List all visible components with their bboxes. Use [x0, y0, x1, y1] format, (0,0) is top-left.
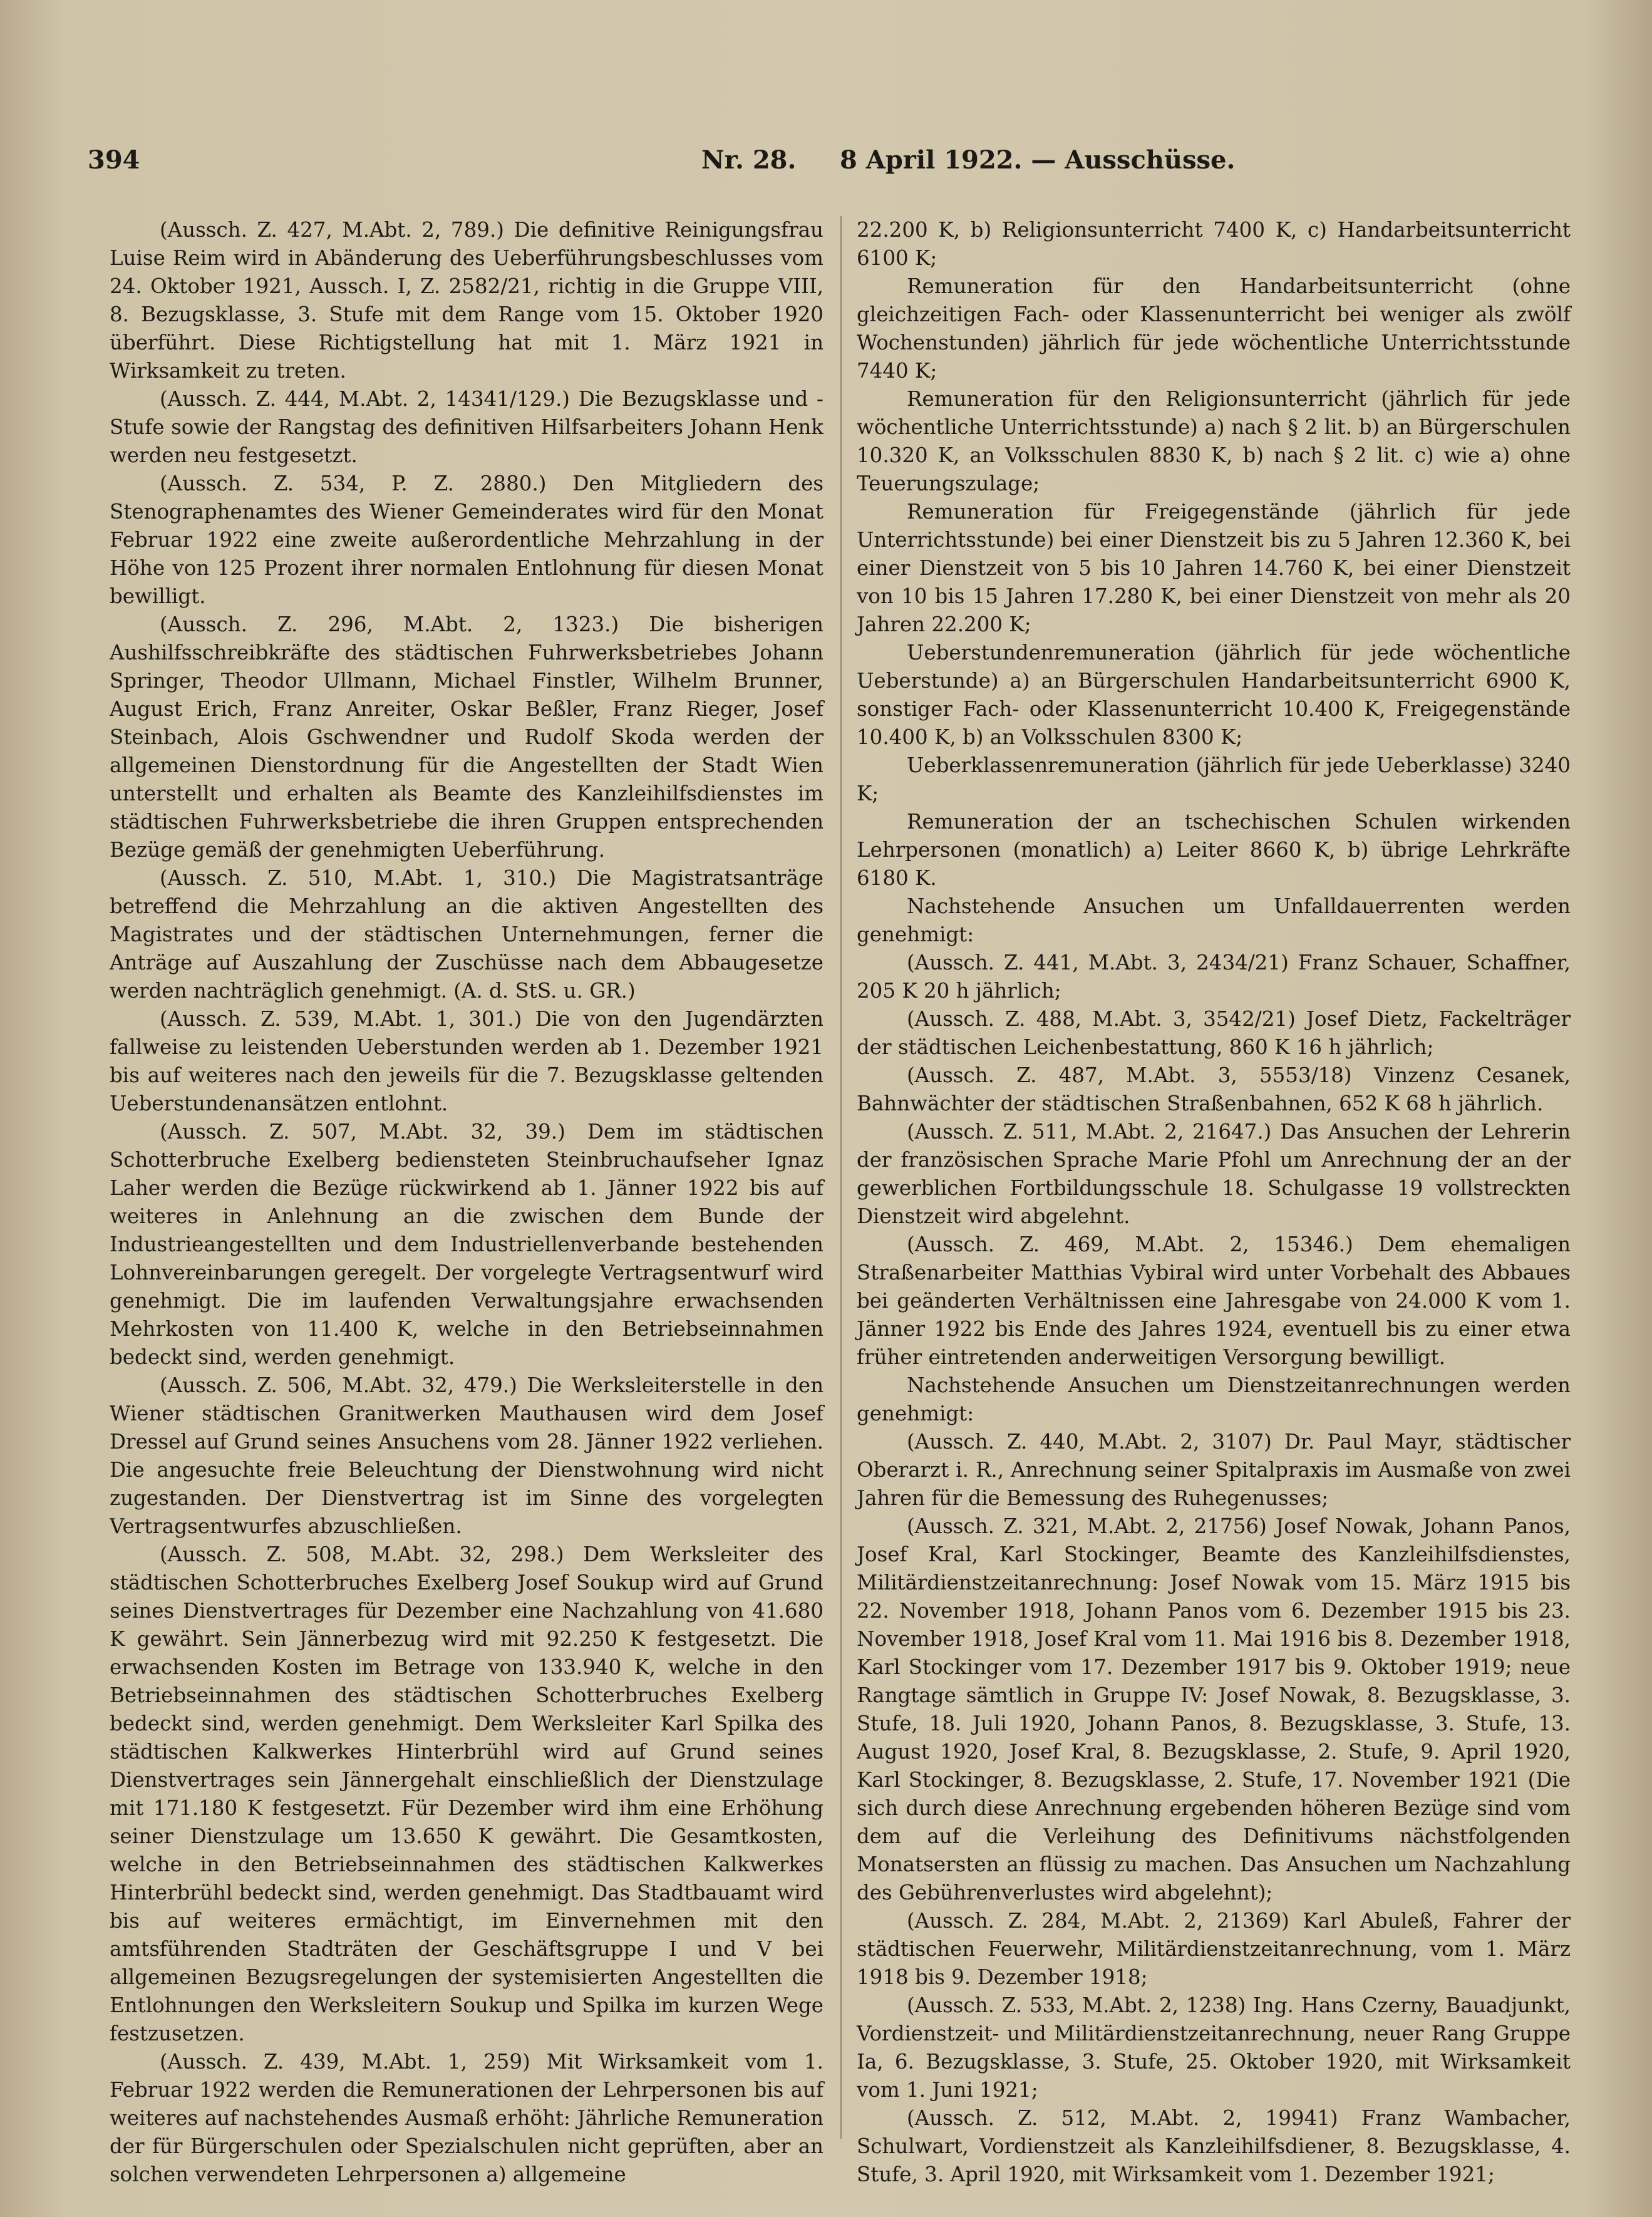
- page-number: 394: [88, 145, 140, 175]
- column-rule: [840, 216, 842, 2139]
- running-title: Nr. 28. 8 April 1922. — Ausschüsse.: [701, 145, 1236, 175]
- paragraph: (Aussch. Z. 440, M.Abt. 2, 3107) Dr. Paul Mayr, städtischer Oberarzt i. R., Anrechnung seiner Spitalpraxis im Ausmaße von zwei Jahren für die Bemessung des Ruhegenusses;: [857, 1430, 1571, 1510]
- paragraph: (Aussch. Z. 487, M.Abt. 3, 5553/18) Vinzenz Cesanek, Bahnwächter der städtischen Straßenbahnen, 652 K 68 h jährlich.: [857, 1063, 1571, 1115]
- paragraph: Remuneration für den Religionsunterricht (jährlich für jede wöchentliche Unterrichtsstunde) a) nach § 2 lit. b) an Bürgerschulen 10.320 K, an Volksschulen 8830 K, b) nach § 2 lit. c) wie a) ohne Teuerungszulage;: [857, 387, 1571, 495]
- paragraph: (Aussch. Z. 506, M.Abt. 32, 479.) Die Werksleiterstelle in den Wiener städtischen Granitwerken Mauthausen wird dem Josef Dressel auf Grund seines Ansuchens vom 28. Jänner 1922 verliehen. Die angesuchte freie Beleuchtung der Dienstwohnung wird nicht zugestanden. Der Dienstvertrag ist im Sinne des vorgelegten Vertragsentwurfes abzuschließen.: [110, 1373, 823, 1538]
- paragraph: Nachstehende Ansuchen um Dienstzeitanrechnungen werden genehmigt:: [857, 1373, 1571, 1425]
- paragraph: (Aussch. Z. 512, M.Abt. 2, 19941) Franz Wambacher, Schulwart, Vordienstzeit als Kanzleihilfsdiener, 8. Bezugsklasse, 4. Stufe, 3. April 1920, mit Wirksamkeit vom 1. Dezember 1921;: [857, 2106, 1571, 2186]
- paragraph: (Aussch. Z. 321, M.Abt. 2, 21756) Josef Nowak, Johann Panos, Josef Kral, Karl Stockinger, Beamte des Kanzleihilfsdienstes, Militärdienstzeitanrechnung: Josef Nowak vom 15. März 1915 bis 22. November 1918, Johann Panos vom 6. Dezember 1915 bis 23. November 1918, Josef Kral vom 11. Mai 1916 bis 8. Dezember 1918, Karl Stockinger vom 17. Dezember 1917 bis 9. Oktober 1919; neue Rangtage sämtlich in Gruppe IV: Josef Nowak, 8. Bezugsklasse, 3. Stufe, 18. Juli 1920, Johann Panos, 8. Bezugsklasse, 3. Stufe, 13. August 1920, Josef Kral, 8. Bezugsklasse, 2. Stufe, 9. April 1920, Karl Stockinger, 8. Bezugsklasse, 2. Stufe, 17. November 1921 (Die sich durch diese Anrechnung ergebenden höheren Bezüge sind vom dem auf die Verleihung des Definitivums nächstfolgenden Monatsersten an flüssig zu machen. Das Ansuchen um Nachzahlung des Gebührenverlustes wird abgelehnt);: [857, 1514, 1571, 1904]
- paragraph: (Aussch. Z. 510, M.Abt. 1, 310.) Die Magistratsanträge betreffend die Mehrzahlung an die aktiven Angestellten des Magistrates und der städtischen Unternehmungen, ferner die Anträge auf Auszahlung der Zuschüsse nach dem Abbaugesetze werden nachträglich genehmigt. (A. d. StS. u. GR.): [110, 866, 823, 1003]
- paragraph: (Aussch. Z. 427, M.Abt. 2, 789.) Die definitive Reinigungsfrau Luise Reim wird in Abänderung des Ueberführungsbeschlusses vom 24. Oktober 1921, Aussch. I, Z. 2582/21, richtig in die Gruppe VIII, 8. Bezugsklasse, 3. Stufe mit dem Range vom 15. Oktober 1920 überführt. Diese Richtigstellung hat mit 1. März 1921 in Wirksamkeit zu treten.: [110, 218, 823, 383]
- page-header: [88, 145, 1572, 183]
- paragraph: (Aussch. Z. 534, P. Z. 2880.) Den Mitgliedern des Stenographenamtes des Wiener Gemeinderates wird für den Monat Februar 1922 eine zweite außerordentliche Mehrzahlung in der Höhe von 125 Prozent ihrer normalen Entlohnung für diesen Monat bewilligt.: [110, 472, 823, 608]
- paragraph: (Aussch. Z. 441, M.Abt. 3, 2434/21) Franz Schauer, Schaffner, 205 K 20 h jährlich;: [857, 951, 1571, 1003]
- paragraph: (Aussch. Z. 508, M.Abt. 32, 298.) Dem Werksleiter des städtischen Schotterbruches Exelberg Josef Soukup wird auf Grund seines Dienstvertrages für Dezember eine Nachzahlung von 41.680 K gewährt. Sein Jännerbezug wird mit 92.250 K festgesetzt. Die erwachsenden Kosten im Betrage von 133.940 K, welche in den Betriebseinnahmen des städtischen Schotterbruches Exelberg bedeckt sind, werden genehmigt. Dem Werksleiter Karl Spilka des städtischen Kalkwerkes Hinterbrühl wird auf Grund seines Dienstvertrages sein Jännergehalt einschließlich der Dienstzulage mit 171.180 K festgesetzt. Für Dezember wird ihm eine Erhöhung seiner Dienstzulage um 13.650 K gewährt. Die Gesamtkosten, welche in den Betriebseinnahmen des städtischen Kalkwerkes Hinterbrühl bedeckt sind, werden genehmigt. Das Stadtbauamt wird bis auf weiteres ermächtigt, im Einvernehmen mit den amtsführenden Stadträten der Geschäftsgruppe I und V bei allgemeinen Bezugsregelungen der systemisierten Angestellten die Entlohnungen den Werksleitern Soukup und Spilka im kurzen Wege festzusetzen.: [110, 1543, 823, 2045]
- paragraph: Remuneration für Freigegenstände (jährlich für jede Unterrichtsstunde) bei einer Dienstzeit bis zu 5 Jahren 12.360 K, bei einer Dienstzeit von 5 bis 10 Jahren 14.760 K, bei einer Dienstzeit von 10 bis 15 Jahren 17.280 K, bei einer Dienstzeit von mehr als 20 Jahren 22.200 K;: [857, 500, 1571, 636]
- paragraph: (Aussch. Z. 284, M.Abt. 2, 21369) Karl Abuleß, Fahrer der städtischen Feuerwehr, Militärdienstzeitanrechnung, vom 1. März 1918 bis 9. Dezember 1918;: [857, 1909, 1571, 1989]
- paragraph: (Aussch. Z. 469, M.Abt. 2, 15346.) Dem ehemaligen Straßenarbeiter Matthias Vybiral wird unter Vorbehalt des Abbaues bei geänderten Verhältnissen eine Jahresgabe von 24.000 K vom 1. Jänner 1922 bis Ende des Jahres 1924, eventuell bis zu einer etwa früher eintretenden anderweitigen Versorgung bewilligt.: [857, 1233, 1571, 1369]
- paragraph: Ueberklassenremuneration (jährlich für jede Ueberklasse) 3240 K;: [857, 753, 1571, 805]
- paragraph: Ueberstundenremuneration (jährlich für jede wöchentliche Ueberstunde) a) an Bürgerschulen Handarbeitsunterricht 6900 K, sonstiger Fach- oder Klassenunterricht 10.400 K, Freigegenstände 10.400 K, b) an Volksschulen 8300 K;: [857, 641, 1571, 749]
- paragraph: (Aussch. Z. 539, M.Abt. 1, 301.) Die von den Jugendärzten fallweise zu leistenden Ueberstunden werden ab 1. Dezember 1921 bis auf weiteres nach den jeweils für die 7. Bezugsklasse geltenden Ueberstundenansätzen entlohnt.: [110, 1007, 823, 1115]
- paragraph: (Aussch. Z. 507, M.Abt. 32, 39.) Dem im städtischen Schotterbruche Exelberg bediensteten Steinbruchaufseher Ignaz Laher werden die Bezüge rückwirkend ab 1. Jänner 1922 bis auf weiteres in Anlehnung an die zwischen dem Bunde der Industrieangestellten und dem Industriellenverbande bestehenden Lohnvereinbarungen geregelt. Der vorgelegte Vertragsentwurf wird genehmigt. Die im laufenden Verwaltungsjahre erwachsenden Mehrkosten von 11.400 K, welche in den Betriebseinnahmen bedeckt sind, werden genehmigt.: [110, 1120, 823, 1369]
- left-column: [110, 216, 823, 2186]
- paragraph: Remuneration für den Handarbeitsunterricht (ohne gleichzeitigen Fach- oder Klassenunterricht bei weniger als zwölf Wochenstunden) jährlich für jede wöchentliche Unterrichtsstunde 7440 K;: [857, 274, 1571, 383]
- paragraph: (Aussch. Z. 488, M.Abt. 3, 3542/21) Josef Dietz, Fackelträger der städtischen Leichenbestattung, 860 K 16 h jährlich;: [857, 1007, 1571, 1059]
- paragraph: (Aussch. Z. 296, M.Abt. 2, 1323.) Die bisherigen Aushilfsschreibkräfte des städtischen Fuhrwerksbetriebes Johann Springer, Theodor Ullmann, Michael Finstler, Wilhelm Brunner, August Erich, Franz Anreiter, Oskar Beßler, Franz Rieger, Josef Steinbach, Alois Gschwendner und Rudolf Skoda werden der allgemeinen Dienstordnung für die Angestellten der Stadt Wien unterstellt und erhalten als Beamte des Kanzleihilfsdienstes im städtischen Fuhrwerksbetriebe die ihren Gruppen entsprechenden Bezüge gemäß der genehmigten Ueberführung.: [110, 612, 823, 862]
- paragraph: (Aussch. Z. 444, M.Abt. 2, 14341/129.) Die Bezugsklasse und -Stufe sowie der Rangstag des definitiven Hilfsarbeiters Johann Henk werden neu festgesetzt.: [110, 387, 823, 467]
- paragraph: (Aussch. Z. 511, M.Abt. 2, 21647.) Das Ansuchen der Lehrerin der französischen Sprache Marie Pfohl um Anrechnung der an der gewerblichen Fortbildungsschule 18. Schulgasse 19 vollstreckten Dienstzeit wird abgelehnt.: [857, 1120, 1571, 1228]
- paragraph: (Aussch. Z. 533, M.Abt. 2, 1238) Ing. Hans Czerny, Bauadjunkt, Vordienstzeit- und Militärdienstzeitanrechnung, neuer Rang Gruppe Ia, 6. Bezugsklasse, 3. Stufe, 25. Oktober 1920, mit Wirksamkeit vom 1. Juni 1921;: [857, 1993, 1571, 2102]
- paragraph: Remuneration der an tschechischen Schulen wirkenden Lehrpersonen (monatlich) a) Leiter 8660 K, b) übrige Lehrkräfte 6180 K.: [857, 810, 1571, 890]
- paragraph: (Aussch. Z. 439, M.Abt. 1, 259) Mit Wirksamkeit vom 1. Februar 1922 werden die Remunerationen der Lehrpersonen bis auf weiteres auf nachstehendes Ausmaß erhöht: Jährliche Remuneration der für Bürgerschulen oder Spezialschulen nicht geprüften, aber an solchen verwendeten Lehrpersonen a) allgemeine: [110, 2050, 823, 2186]
- paragraph: 22.200 K, b) Religionsunterricht 7400 K, c) Handarbeitsunterricht 6100 K;: [857, 218, 1571, 270]
- right-column: [857, 216, 1571, 2186]
- paragraph: Nachstehende Ansuchen um Unfalldauerrenten werden genehmigt:: [857, 894, 1571, 946]
